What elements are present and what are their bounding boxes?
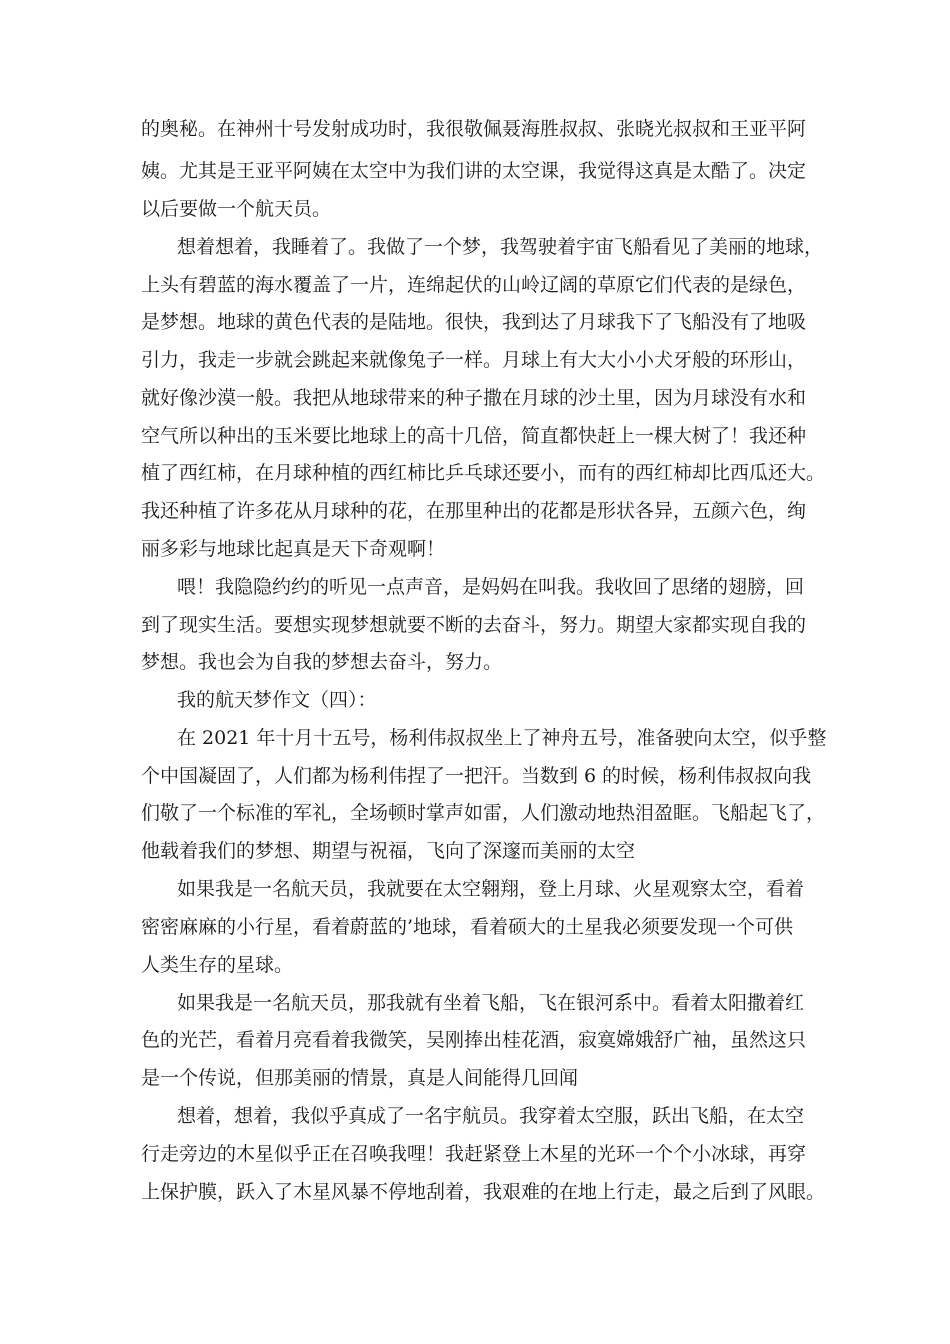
text-line: 人类生存的星球。: [141, 954, 294, 976]
text-line: 是梦想。地球的黄色代表的是陆地。很快，我到达了月球我下了飞船没有了地吸: [141, 311, 807, 333]
text-line: 密密麻麻的小行星，看着蔚蓝的’地球，看着硕大的土星我必须要发现一个可供: [141, 916, 794, 938]
section-heading: 我的航天梦作文（四）：: [177, 689, 377, 711]
paragraph-first-line: 如果我是一名航天员，那我就有坐着飞船，飞在银河系中。看着太阳撒着红: [177, 992, 805, 1014]
paragraph-first-line: 喂！我隐隐约约的听见一点声音，是妈妈在叫我。我收回了思绪的翅膀，回: [177, 576, 805, 598]
text-line: 是一个传说，但那美丽的情景，真是人间能得几回闻: [141, 1067, 579, 1089]
text-line: 梦想。我也会为自我的梦想去奋斗，努力。: [141, 651, 503, 673]
text-line: 姨。尤其是王亚平阿姨在太空中为我们讲的太空课，我觉得这真是太酷了。决定: [141, 160, 807, 182]
text-line: 上头有碧蓝的海水覆盖了一片，连绵起伏的山岭辽阔的草原它们代表的是绿色，: [141, 274, 807, 296]
text-line: 引力，我走一步就会跳起来就像兔子一样。月球上有大大小小犬牙般的环形山，: [141, 349, 807, 371]
text-line: 我还种植了许多花从月球种的花，在那里种出的花都是形状各异，五颜六色，绚: [141, 500, 807, 522]
text-line: 以后要做一个航天员。: [141, 198, 332, 220]
text-line: 丽多彩与地球比起真是天下奇观啊！: [141, 538, 446, 560]
paragraph-first-line: 在 2021 年十月十五号，杨利伟叔叔坐上了神舟五号，准备驶向太空，似乎整: [177, 727, 827, 749]
paragraph-first-line: 想着，想着，我似乎真成了一名宇航员。我穿着太空服，跃出飞船，在太空: [177, 1105, 805, 1127]
text-line: 到了现实生活。要想实现梦想就要不断的去奋斗，努力。期望大家都实现自我的: [141, 614, 807, 636]
text-line: 他载着我们的梦想、期望与祝福，飞向了深邃而美丽的太空: [141, 840, 636, 862]
paragraph-first-line: 想着想着，我睡着了。我做了一个梦，我驾驶着宇宙飞船看见了美丽的地球，: [177, 236, 824, 258]
text-line: 上保护膜，跃入了木星风暴不停地刮着，我艰难的在地上行走，最之后到了风眼。: [141, 1181, 826, 1203]
text-line: 空气所以种出的玉米要比地球上的高十几倍，简直都快赶上一棵大树了！我还种: [141, 425, 807, 447]
text-line: 色的光芒，看着月亮看着我微笑，吴刚捧出桂花酒，寂寞嫦娥舒广袖，虽然这只: [141, 1029, 807, 1051]
text-line: 的奥秘。在神州十号发射成功时，我很敬佩聂海胜叔叔、张晓光叔叔和王亚平阿: [141, 118, 807, 140]
text-line: 个中国凝固了，人们都为杨利伟捏了一把汗。当数到 6 的时候，杨利伟叔叔向我: [141, 765, 812, 787]
text-line: 就好像沙漠一般。我把从地球带来的种子撒在月球的沙土里，因为月球没有水和: [141, 387, 807, 409]
text-line: 植了西红柿，在月球种植的西红柿比乒乓球还要小，而有的西红柿却比西瓜还大。: [141, 462, 826, 484]
text-line: 行走旁边的木星似乎正在召唤我哩！我赶紧登上木星的光环一个个小冰球，再穿: [141, 1143, 807, 1165]
paragraph-first-line: 如果我是一名航天员，我就要在太空翱翔，登上月球、火星观察太空，看着: [177, 878, 805, 900]
text-line: 们敬了一个标准的军礼，全场顿时掌声如雷，人们激动地热泪盈眶。飞船起飞了，: [141, 802, 826, 824]
